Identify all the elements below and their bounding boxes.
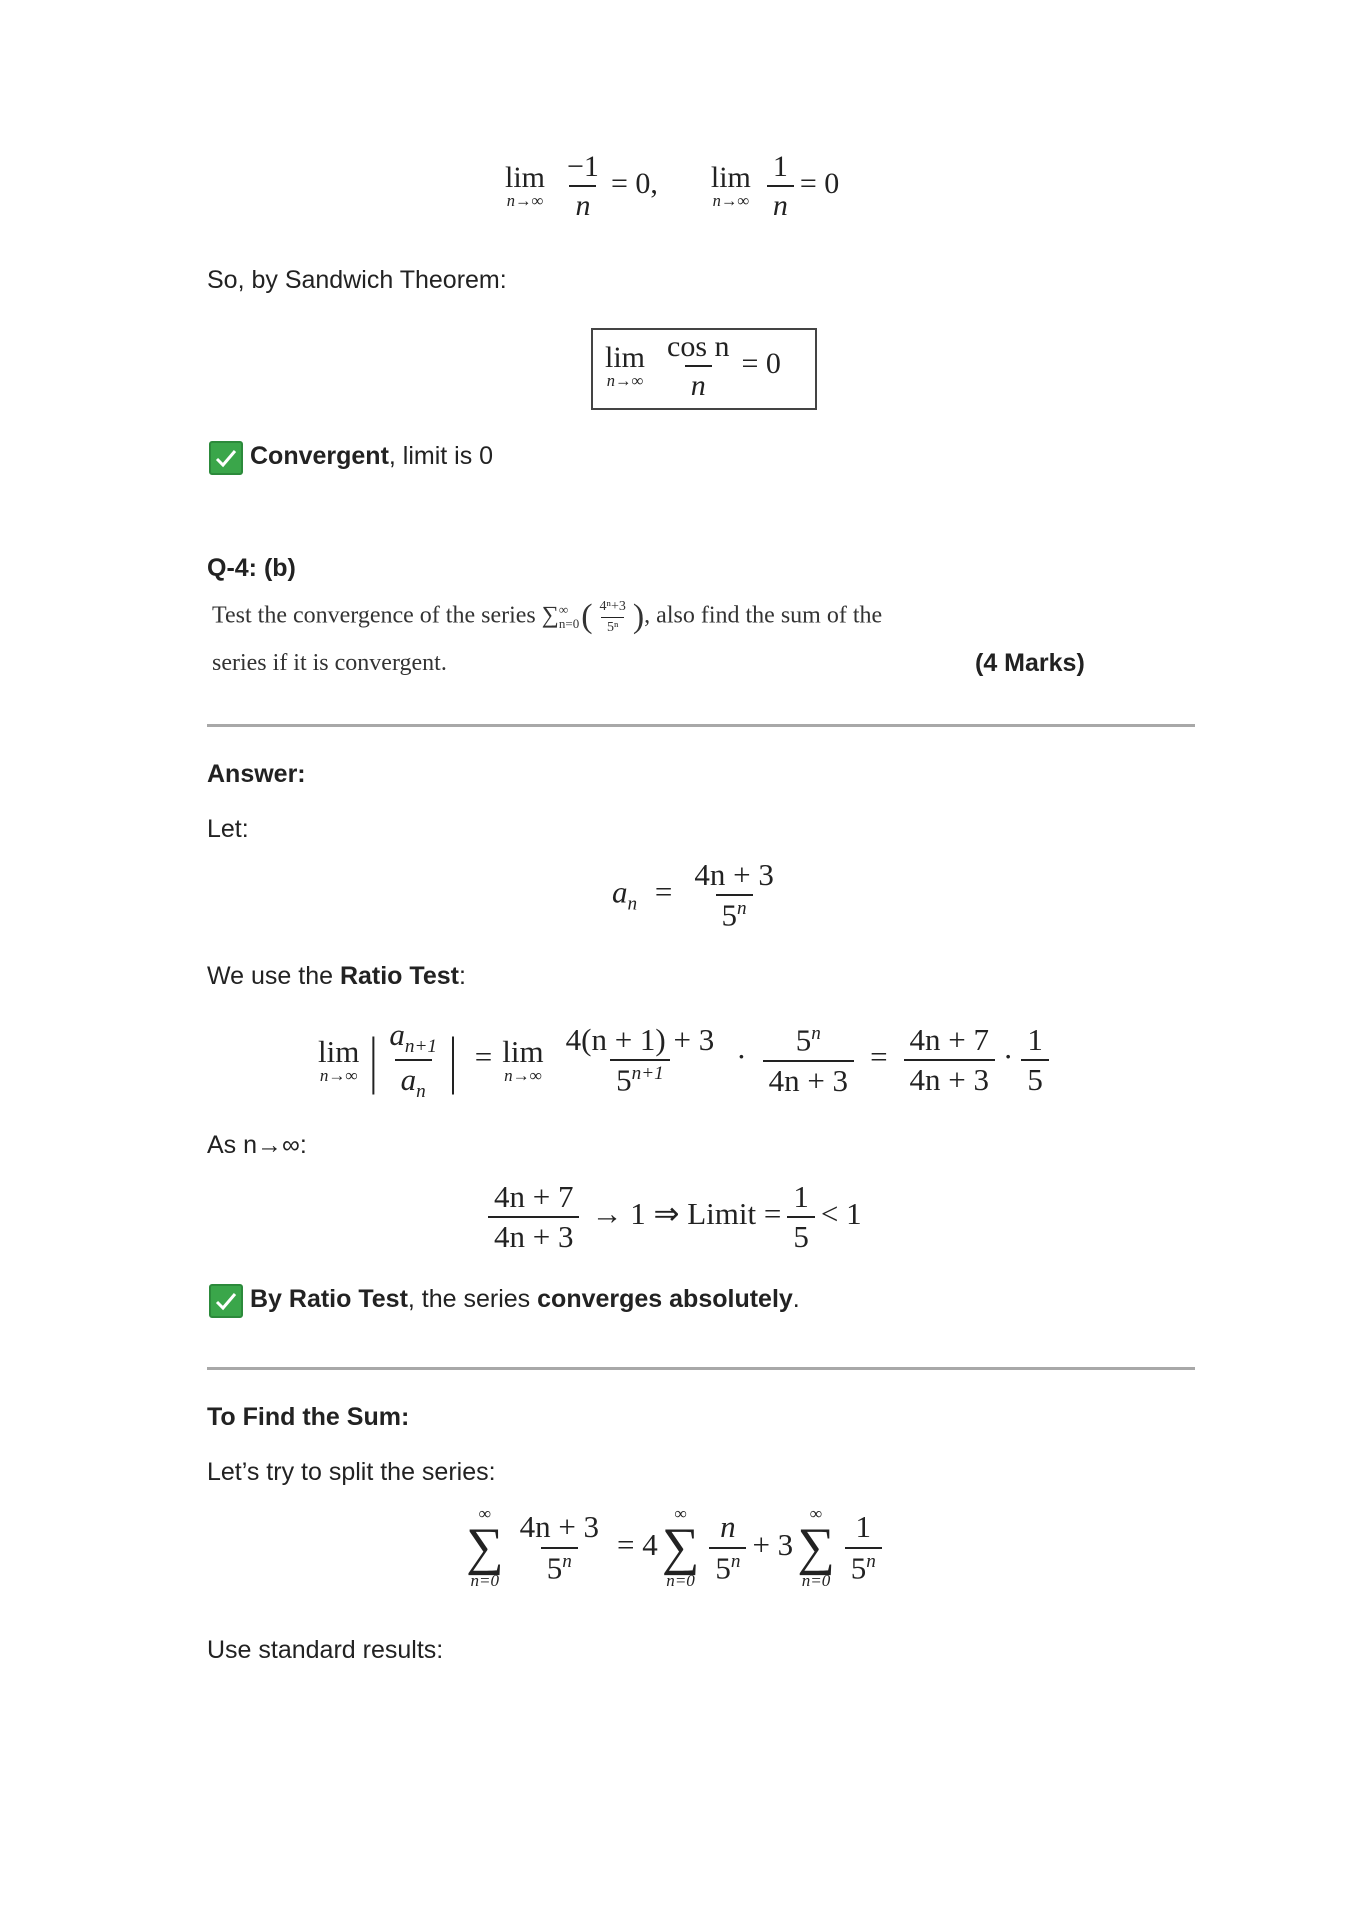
fraction-denominator: n — [767, 185, 794, 222]
conclusion-convergent — [250, 442, 493, 471]
fraction-denominator: n — [569, 185, 596, 222]
intro-bold: Ratio Test — [339, 962, 459, 990]
sigma-symbol: ∑ — [661, 1518, 700, 1576]
equals-sign: = — [654, 874, 673, 910]
divider — [207, 1367, 1195, 1370]
conclusion-ratio-test — [250, 1285, 800, 1314]
denominator-exponent: n+1 — [631, 1063, 664, 1085]
lim-text: lim — [505, 161, 546, 194]
question-line-1: Test the convergence of the series ∑ ∞ n=0 ( $\frac{\text{4ⁿ+3}}{\text{5ⁿ}}$ ), also find the sum of the — [212, 598, 883, 635]
rhs-fraction — [845, 1510, 882, 1585]
let-label: Let: — [207, 815, 249, 843]
dot-operator: · — [736, 1039, 747, 1075]
fraction-cos-n-over-n — [661, 330, 736, 402]
sum-upper: ∞ — [558, 602, 569, 618]
abs-bar-right: | — [449, 1023, 458, 1096]
sum-lower: n=0 — [801, 1571, 831, 1591]
sum-upper: ∞ — [674, 1504, 687, 1523]
fraction-denominator: 5 — [787, 1216, 815, 1254]
equals-four: = 4 — [617, 1526, 658, 1562]
check-mark-icon — [209, 1284, 243, 1318]
fraction-neg-one-over-n — [561, 150, 605, 222]
question-heading: Q-4: (b) — [207, 554, 296, 582]
conclusion-mid: , the series — [407, 1285, 538, 1313]
fraction-4n1-3 — [560, 1023, 721, 1098]
question-text-pre: Test the convergence of the series ∑ — [212, 602, 559, 629]
a-subscript: n+1 — [404, 1036, 438, 1058]
lim-subscript: n→∞ — [606, 371, 644, 390]
question-fraction — [594, 599, 632, 635]
standard-results-label: Use standard results: — [207, 1636, 444, 1664]
fraction-5n-over-4n3 — [763, 1023, 854, 1098]
equals-sign: = — [870, 1039, 888, 1075]
plus-three: + 3 — [752, 1526, 794, 1562]
denominator-base: 5 — [546, 1549, 563, 1585]
an-definition-equation — [612, 858, 786, 933]
split-series-intro: Let’s try to split the series: — [207, 1458, 496, 1486]
fraction-4n7-over-4n3 — [488, 1180, 579, 1254]
marks-label: (4 Marks) — [975, 649, 1085, 677]
fraction-denominator: n — [685, 365, 712, 402]
as-n-label: As n→∞: — [207, 1131, 307, 1159]
sum-section-heading: To Find the Sum: — [207, 1403, 410, 1431]
fraction-numerator: n — [720, 1509, 736, 1545]
numerator-base: 5 — [795, 1022, 812, 1058]
limit-operator — [711, 161, 751, 211]
fraction-numerator: 1 — [793, 1179, 809, 1214]
fraction-one-fifth — [1021, 1023, 1049, 1097]
limit-operator — [502, 1034, 543, 1086]
fraction-numerator: 4n + 7 — [494, 1179, 574, 1214]
an-symbol: a — [612, 874, 628, 910]
lim-text: lim — [710, 161, 751, 194]
denominator-exponent: n — [730, 1550, 741, 1572]
conclusion-rest: , limit is 0 — [388, 442, 494, 470]
fraction-denominator: 4n + 3 — [904, 1059, 995, 1097]
sum-lower: n=0 — [666, 1571, 695, 1591]
series-split-equation — [462, 1504, 888, 1591]
conclusion-bold: Convergent — [250, 442, 389, 470]
limit-middle-text: → 1 ⇒ Limit = — [591, 1196, 782, 1232]
ratio-test-intro — [207, 962, 466, 991]
boxed-limit-equation — [605, 330, 781, 402]
fraction-numerator: 4n + 3 — [694, 857, 774, 892]
sum-operator — [466, 1504, 504, 1591]
sum-upper: ∞ — [809, 1504, 823, 1523]
fraction-numerator: 1 — [1027, 1022, 1043, 1058]
denominator-base: 5 — [721, 897, 738, 933]
numerator-exponent: n — [811, 1023, 821, 1045]
fraction-numerator: 4n + 7 — [909, 1022, 990, 1058]
sum-lower: n=0 — [558, 616, 580, 631]
intro-post: : — [458, 962, 466, 990]
sandwich-theorem-text: So, by Sandwich Theorem: — [207, 266, 507, 294]
an-fraction — [688, 858, 779, 933]
an-subscript: n — [627, 893, 638, 915]
fraction-numerator: 4n + 3 — [519, 1509, 600, 1545]
fraction-numerator: 4(n + 1) + 3 — [565, 1022, 715, 1058]
result-text: = 0 — [741, 346, 781, 380]
lim-subscript: n→∞ — [712, 191, 750, 210]
top-limits-equation — [505, 150, 839, 222]
question-line-2: series if it is convergent. — [212, 650, 447, 676]
lim-text: lim — [605, 341, 646, 374]
fraction-numerator: 1 — [772, 150, 788, 183]
equals-sign: = — [474, 1039, 493, 1075]
fraction-4n7-over-4n3 — [904, 1023, 995, 1097]
fraction-denominator: 4n + 3 — [488, 1216, 579, 1254]
intro-pre: We use the — [207, 962, 340, 990]
divider — [207, 724, 1195, 727]
denominator-base: 5 — [715, 1549, 731, 1585]
fraction-numerator: 1 — [855, 1509, 872, 1545]
mid-fraction — [709, 1510, 746, 1585]
denominator-base: 5 — [850, 1549, 867, 1585]
denominator-exponent: n — [737, 898, 747, 920]
result-text: = 0 — [799, 166, 840, 200]
fraction-numerator: −1 — [567, 150, 599, 183]
ratio-test-equation — [318, 1018, 1055, 1103]
limit-end-text: < 1 — [820, 1196, 862, 1232]
fraction-numerator: cos n — [667, 330, 730, 363]
fraction-denominator: 4n + 3 — [763, 1060, 854, 1098]
question-text-post: , also find the sum of the — [644, 602, 883, 629]
limit-comparison-equation — [482, 1180, 862, 1254]
a-symbol: a — [389, 1017, 405, 1052]
sum-operator — [797, 1504, 835, 1591]
lhs-fraction — [514, 1510, 605, 1585]
check-mark-icon — [209, 441, 243, 475]
result-text: = 0, — [610, 166, 658, 200]
conclusion-end: . — [792, 1285, 800, 1313]
denominator-exponent: n — [866, 1550, 876, 1572]
sum-upper: ∞ — [478, 1504, 491, 1523]
conclusion-bold-1: By Ratio Test — [250, 1285, 408, 1313]
lim-subscript: n→∞ — [504, 1066, 542, 1086]
limit-operator — [318, 1034, 359, 1086]
abs-bar-left: | — [369, 1023, 378, 1096]
sigma-symbol: ∑ — [797, 1518, 835, 1576]
answer-heading: Answer: — [207, 760, 306, 788]
a-symbol: a — [400, 1062, 417, 1098]
fraction-numerator: 4ⁿ+3 — [599, 599, 626, 615]
sigma-symbol: ∑ — [466, 1518, 504, 1576]
lim-subscript: n→∞ — [319, 1066, 358, 1086]
limit-operator — [605, 341, 645, 391]
conclusion-bold-2: converges absolutely — [537, 1285, 793, 1313]
lim-text: lim — [502, 1034, 544, 1070]
denominator-exponent: n — [562, 1550, 572, 1572]
fraction-one-over-n — [767, 150, 794, 222]
ratio-fraction — [383, 1018, 443, 1103]
limit-operator — [505, 161, 545, 211]
lim-text: lim — [318, 1034, 360, 1070]
dot-operator: · — [1003, 1039, 1014, 1075]
sum-lower: n=0 — [470, 1571, 500, 1591]
fraction-denominator: 5 — [1021, 1059, 1049, 1097]
lim-subscript: n→∞ — [506, 191, 544, 210]
fraction-denominator: 5ⁿ — [601, 617, 624, 635]
a-subscript: n — [416, 1081, 426, 1103]
sum-operator — [662, 1504, 700, 1591]
fraction-one-fifth — [787, 1180, 815, 1254]
denominator-base: 5 — [616, 1062, 632, 1098]
